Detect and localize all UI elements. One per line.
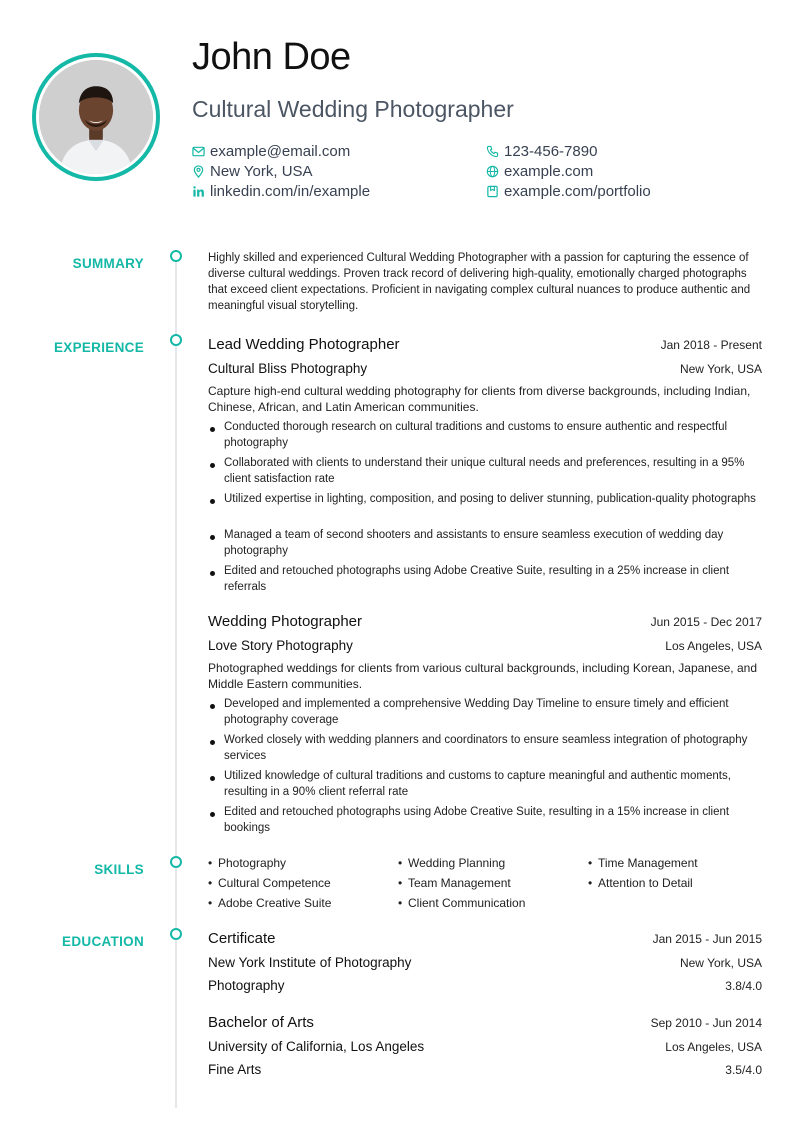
section-heading-experience: EXPERIENCE — [53, 340, 144, 355]
skill-item: • Adobe Creative Suite — [208, 896, 331, 910]
skill-item: • Client Communication — [398, 896, 525, 910]
contact-portfolio[interactable] — [486, 183, 651, 200]
experience-bullet: Utilized knowledge of cultural traditions and customs to capture meaningful and authentic moments, resulting in a 90% client referral rate — [208, 768, 762, 800]
experience-description: Capture high-end cultural wedding photography for clients from diverse backgrounds, including Indian, Chinese, African, and Latin American communities. — [208, 384, 751, 414]
section-heading-summary: SUMMARY — [72, 256, 144, 271]
experience-dates: Jan 2018 - Present — [660, 338, 762, 352]
education-gpa: 3.5/4.0 — [725, 1063, 762, 1077]
contact-email[interactable] — [192, 143, 350, 160]
summary-paragraph: Highly skilled and experienced Cultural Wedding Photographer with a passion for capturing the essence of diverse cultural weddings. Proven track record of delivering high-quality, emotionally charged photographs that exceed client expectations. Proficient in navigating complex cultural nuances to produce authentic and meaningful visual storytelling. — [208, 252, 751, 312]
education-dates: Jan 2015 - Jun 2015 — [652, 932, 762, 946]
education-2-header — [208, 1014, 762, 1031]
avatar — [39, 60, 153, 174]
contact-website-text: example.com — [504, 163, 594, 180]
experience-bullet: Utilized expertise in lighting, composition, and posing to deliver stunning, publication-quality photographs — [208, 491, 762, 507]
contact-website[interactable] — [486, 163, 593, 180]
education-location: Los Angeles, USA — [665, 1040, 762, 1054]
education-degree: Certificate — [208, 930, 276, 947]
timeline-dot-summary — [170, 250, 182, 262]
portfolio-icon — [486, 185, 499, 198]
education-2-school-row — [208, 1039, 762, 1054]
skill-item: • Wedding Planning — [398, 856, 505, 870]
experience-role: Wedding Photographer — [208, 613, 362, 630]
experience-dates: Jun 2015 - Dec 2017 — [650, 615, 762, 629]
globe-icon — [486, 165, 499, 178]
education-1-header — [208, 930, 762, 947]
phone-icon — [486, 145, 499, 158]
contact-phone[interactable] — [486, 143, 597, 160]
contact-phone-text: 123-456-7890 — [504, 143, 598, 160]
contact-linkedin-text: linkedin.com/in/example — [210, 183, 371, 200]
experience-1-header — [208, 336, 762, 353]
candidate-title: Cultural Wedding Photographer — [192, 96, 514, 122]
experience-role: Lead Wedding Photographer — [208, 336, 400, 353]
section-heading-skills: SKILLS — [94, 862, 144, 877]
skill-item: • Time Management — [588, 856, 698, 870]
experience-2-header — [208, 613, 762, 630]
contact-email-text: example@email.com — [210, 143, 351, 160]
experience-company: Cultural Bliss Photography — [208, 361, 368, 376]
skill-item: • Cultural Competence — [208, 876, 331, 890]
skill-item: • Team Management — [398, 876, 511, 890]
contact-portfolio-text: example.com/portfolio — [504, 183, 651, 200]
experience-bullet: Managed a team of second shooters and assistants to ensure seamless execution of wedding day photography — [208, 527, 762, 559]
timeline-dot-experience — [170, 334, 182, 346]
education-1-school-row — [208, 955, 762, 970]
timeline-dot-skills — [170, 856, 182, 868]
experience-location: Los Angeles, USA — [665, 639, 762, 653]
experience-company: Love Story Photography — [208, 638, 353, 653]
experience-bullet: Conducted thorough research on cultural traditions and customs to ensure authentic and respectful photography — [208, 419, 762, 451]
contact-location — [192, 163, 313, 180]
experience-bullet: Worked closely with wedding planners and coordinators to ensure seamless integration of photography services — [208, 732, 762, 764]
experience-location: New York, USA — [679, 362, 762, 376]
experience-bullet: Edited and retouched photographs using Adobe Creative Suite, resulting in a 15% increase in client bookings — [208, 804, 762, 836]
experience-2-company-row — [208, 638, 762, 653]
experience-bullet: Collaborated with clients to understand their unique cultural needs and preferences, resulting in a 95% client satisfaction rate — [208, 455, 762, 487]
education-field: Fine Arts — [208, 1062, 262, 1077]
education-school: University of California, Los Angeles — [208, 1039, 425, 1054]
education-degree: Bachelor of Arts — [208, 1014, 314, 1031]
experience-description: Photographed weddings for clients from various cultural backgrounds, including Korean, Japanese, and Middle Eastern communities. — [208, 661, 757, 691]
candidate-name: John Doe — [192, 36, 351, 78]
profile-photo-frame — [32, 53, 160, 181]
location-pin-icon — [192, 165, 205, 178]
education-school: New York Institute of Photography — [208, 955, 412, 970]
experience-1-company-row — [208, 361, 762, 376]
profile-photo — [39, 60, 153, 174]
education-2-field-row — [208, 1062, 762, 1077]
skill-item: • Photography — [208, 856, 286, 870]
experience-bullet: Edited and retouched photographs using Adobe Creative Suite, resulting in a 25% increase in client referrals — [208, 563, 762, 595]
education-gpa: 3.8/4.0 — [725, 979, 762, 993]
education-field: Photography — [208, 978, 285, 993]
mail-icon — [192, 145, 205, 158]
linkedin-icon — [192, 185, 205, 198]
skill-item: • Attention to Detail — [588, 876, 693, 890]
contact-linkedin[interactable] — [192, 183, 370, 200]
experience-bullet: Developed and implemented a comprehensive Wedding Day Timeline to ensure timely and efficient photography coverage — [208, 696, 762, 728]
education-1-field-row — [208, 978, 762, 993]
education-location: New York, USA — [679, 956, 762, 970]
education-dates: Sep 2010 - Jun 2014 — [650, 1016, 762, 1030]
timeline-dot-education — [170, 928, 182, 940]
contact-location-text: New York, USA — [210, 163, 313, 180]
section-heading-education: EDUCATION — [62, 934, 144, 949]
timeline-line — [175, 256, 177, 1108]
